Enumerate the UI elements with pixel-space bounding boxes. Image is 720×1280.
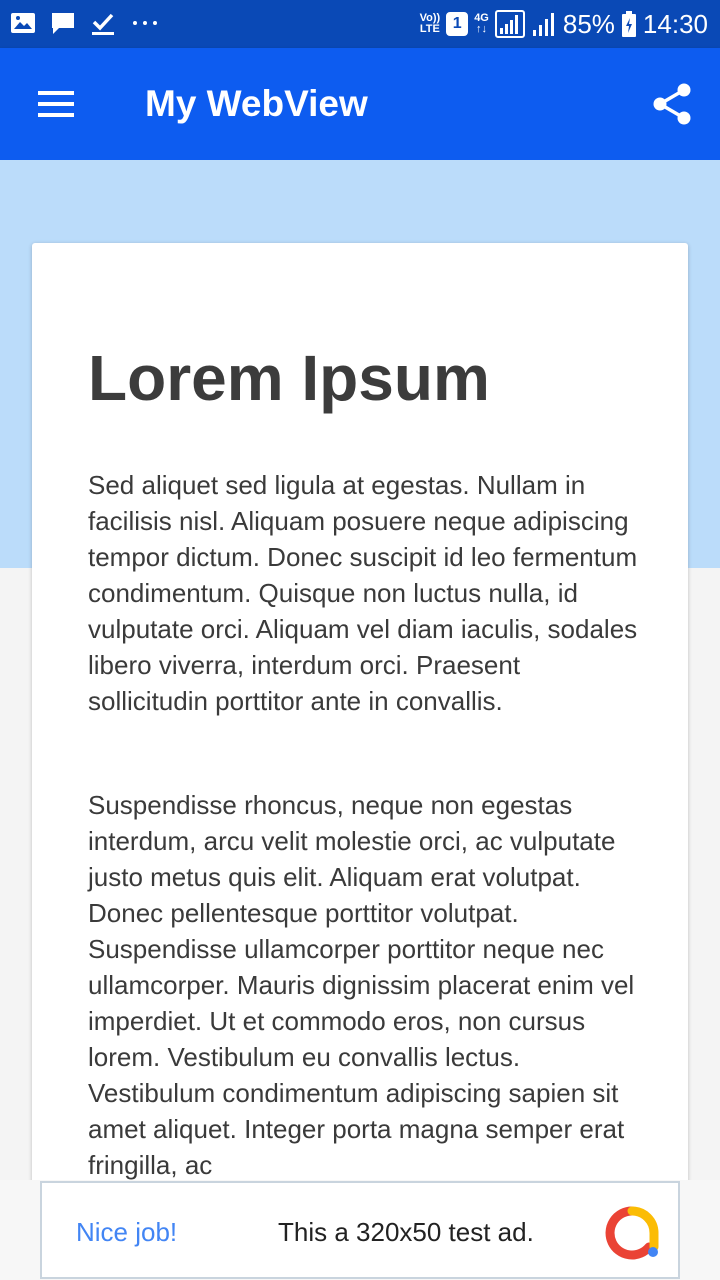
battery-charging-icon (621, 10, 637, 38)
hamburger-menu-icon[interactable] (28, 78, 84, 130)
message-icon (50, 10, 76, 36)
article-paragraph: Suspendisse rhoncus, neque non egestas interdum, arcu velit molestie orci, ac vulputate justo metus quis elit. Aliquam erat volutpat. Donec pellentesque porttitor volutpat. Suspendisse ullamcorper porttitor neque nec ullamcorper. Mauris dignissim placerat enim vel imperdiet. Ut et commodo eros, non cursus lorem. Vestibulum eu convallis lectus. Vestibulum condimentum adipiscing sapien sit amet aliquet. Integer porta magna semper erat fringilla, ac (88, 790, 635, 1180)
network-arrows-text: ↑↓ (476, 23, 488, 35)
app-bar (0, 48, 720, 160)
notification-icons (10, 10, 160, 36)
status-bar (0, 0, 720, 48)
app-title: My WebView (145, 83, 368, 124)
network-type-indicator (474, 13, 489, 35)
image-icon (10, 11, 36, 35)
volte-top-text: Vo)) (419, 12, 441, 24)
more-dots-icon (130, 10, 160, 36)
article-title: Lorem Ipsum (88, 342, 490, 414)
article-card (32, 243, 688, 1280)
system-status (420, 6, 708, 42)
article-paragraph: Sed aliquet sed ligula at egestas. Nullam in facilisis nisl. Aliquam posuere neque adipiscing tempor dictum. Donec suscipit id leo fermentum condimentum. Quisque non luctus nulla, id vulputate orci. Aliquam vel diam iaculis, sodales libero viverra, interdum orci. Praesent sollicitudin porttitor ante in convallis. (88, 470, 638, 716)
signal-icon (495, 10, 525, 38)
ad-banner[interactable] (40, 1181, 680, 1279)
ad-banner-container (0, 1180, 720, 1280)
admob-logo-icon[interactable] (604, 1205, 660, 1261)
volte-indicator (420, 13, 441, 35)
battery-percent: 85% (562, 9, 615, 39)
ad-label[interactable]: Nice job! (76, 1217, 178, 1247)
signal-secondary-icon (531, 10, 557, 38)
share-icon[interactable] (646, 78, 698, 130)
network-type-text: 4G (474, 12, 489, 24)
clock: 14:30 (642, 9, 708, 39)
ad-text[interactable]: This a 320x50 test ad. (278, 1217, 534, 1247)
volte-bottom-text: LTE (419, 23, 440, 35)
check-icon (90, 10, 116, 36)
sim-slot-badge: 1 (446, 12, 468, 36)
